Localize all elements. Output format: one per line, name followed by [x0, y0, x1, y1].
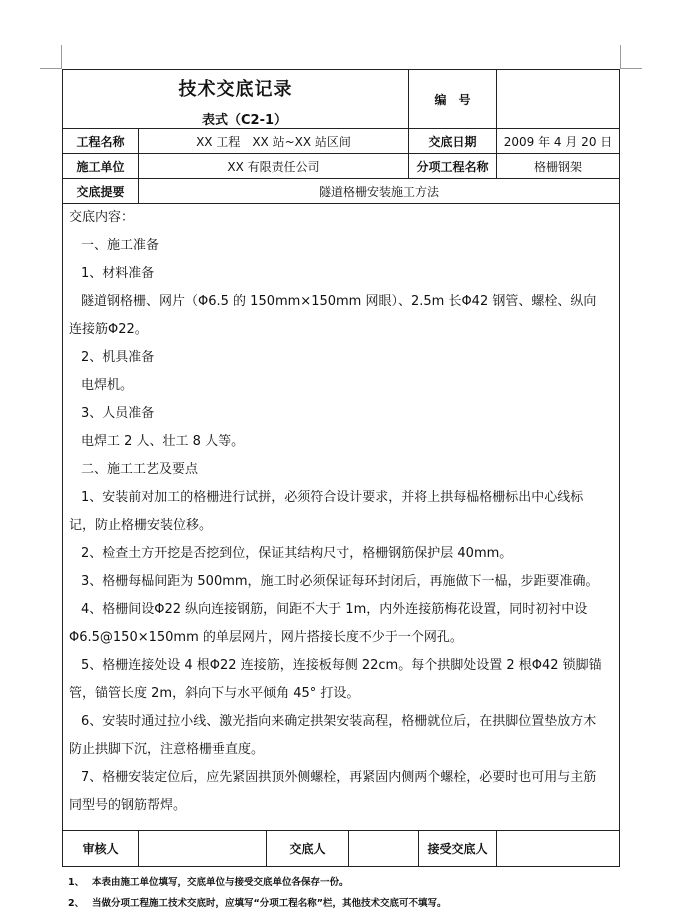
number-label: 编 号 [409, 70, 497, 129]
summary-label: 交底提要 [63, 179, 139, 204]
title-cell [63, 70, 409, 129]
crop-mark-top-right-v [620, 45, 621, 68]
project-name-value[interactable]: XX 工程 XX 站~XX 站区间 [139, 129, 409, 154]
unit-value[interactable]: XX 有限责任公司 [139, 154, 409, 179]
subproject-label: 分项工程名称 [409, 154, 497, 179]
footnotes [68, 872, 447, 914]
content-paragraph: 二、施工工艺及要点 [81, 462, 199, 477]
receiver-signature[interactable] [497, 831, 620, 867]
disclosure-form [62, 69, 620, 867]
subproject-value[interactable]: 格栅钢架 [497, 154, 620, 179]
discloser-signature[interactable] [349, 831, 419, 867]
footnote-number: 1、 [68, 877, 85, 888]
summary-value[interactable]: 隧道格栅安装施工方法 [139, 179, 620, 204]
content-paragraph: 4、格栅间设Φ22 纵向连接钢筋，间距不大于 1m，内外连接筋梅花设置，同时初衬中设Φ6.5@150×150mm 的单层网片，网片搭接长度不少于一个网孔。 [69, 602, 588, 645]
content-paragraph: 一、施工准备 [81, 238, 160, 253]
reviewer-label: 审核人 [63, 831, 139, 867]
content-paragraph: 1、材料准备 [81, 266, 155, 281]
content-paragraph: 5、格栅连接处设 4 根Φ22 连接筋，连接板每侧 22cm。每个拱脚处设置 2 根Φ42 锁脚锚管，锚管长度 2m，斜向下与水平倾角 45° 打设。 [69, 658, 602, 701]
content-paragraph: 6、安装时通过拉小线、激光指向来确定拱架安装高程，格栅就位后，在拱脚位置垫放方木防止拱脚下沉，注意格栅垂直度。 [69, 714, 597, 757]
footnote-item [68, 893, 447, 914]
content-heading: 交底内容： [69, 210, 135, 225]
number-value[interactable] [497, 70, 620, 129]
footnote-text: 当做分项工程施工技术交底时，应填写“分项工程名称”栏，其他技术交底可不填写。 [92, 898, 447, 909]
document-title: 技术交底记录 [178, 78, 293, 100]
unit-label: 施工单位 [63, 154, 139, 179]
content-paragraph: 电焊机。 [81, 378, 134, 393]
date-value[interactable]: 2009 年 4 月 20 日 [497, 129, 620, 154]
disclosure-content [63, 204, 619, 820]
content-paragraph: 3、人员准备 [81, 406, 155, 421]
content-cell [63, 204, 620, 831]
content-paragraph: 2、机具准备 [81, 350, 155, 365]
receiver-label: 接受交底人 [419, 831, 497, 867]
content-paragraph: 2、检查土方开挖是否挖到位，保证其结构尺寸，格栅钢筋保护层 40mm。 [81, 546, 513, 561]
date-label: 交底日期 [409, 129, 497, 154]
discloser-label: 交底人 [267, 831, 349, 867]
content-paragraph: 隧道钢格栅、网片（Φ6.5 的 150mm×150mm 网眼）、2.5m 长Φ42 钢管、螺栓、纵向连接筋Φ22。 [69, 294, 597, 337]
reviewer-signature[interactable] [139, 831, 267, 867]
content-paragraph: 电焊工 2 人、壮工 8 人等。 [81, 434, 245, 449]
content-paragraph: 3、格栅每榀间距为 500mm，施工时必须保证每环封闭后，再施做下一榀，步距要准确。 [81, 574, 599, 589]
content-paragraph: 1、安装前对加工的格栅进行试拼，必须符合设计要求，并将上拱每榀格栅标出中心线标记，防止格栅安装位移。 [69, 490, 584, 533]
crop-mark-top-right-h [620, 68, 642, 69]
content-paragraph: 7、格栅安装定位后，应先紧固拱顶外侧螺栓，再紧固内侧两个螺栓，必要时也可用与主筋同型号的钢筋帮焊。 [69, 770, 597, 813]
form-code: 表式（C2-1） [201, 112, 288, 128]
project-name-label: 工程名称 [63, 129, 139, 154]
footnote-number: 2、 [68, 898, 85, 909]
footnote-text: 本表由施工单位填写，交底单位与接受交底单位各保存一份。 [92, 877, 349, 888]
footnote-item [68, 872, 447, 893]
document-page [62, 69, 619, 867]
crop-mark-top-left-v [61, 45, 62, 68]
crop-mark-top-left-h [40, 68, 62, 69]
